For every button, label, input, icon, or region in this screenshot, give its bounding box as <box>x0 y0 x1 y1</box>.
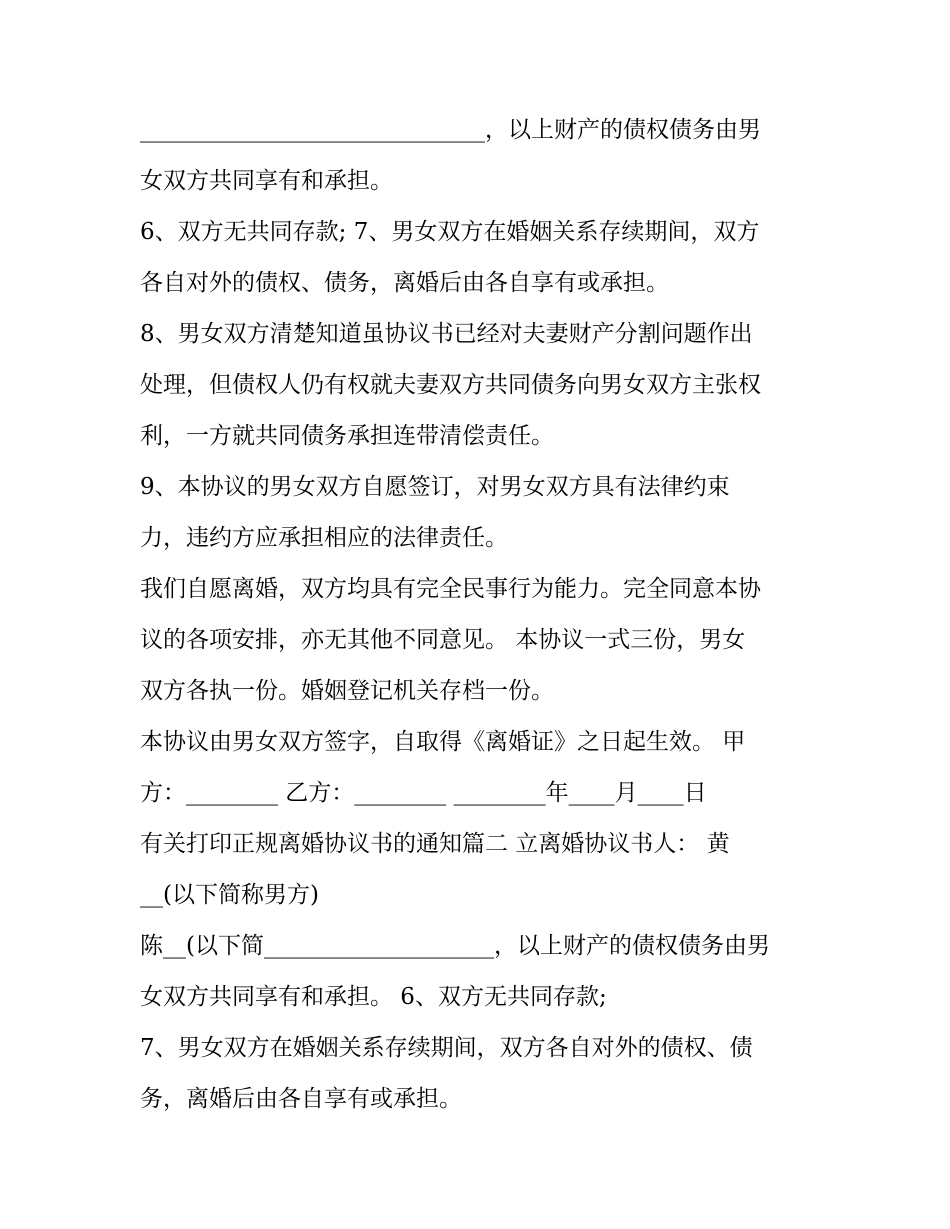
text-line: 陈__(以下简____________________，以上财产的债权债务由男 <box>140 933 770 959</box>
text-line: 处理，但债权人仍有权就夫妻双方共同债务向男女双方主张权 <box>140 372 761 398</box>
text-line: ______________________________，以上财产的债权债务由男 <box>140 117 761 143</box>
text-line: 7、男女双方在婚姻关系存续期间，双方各自对外的债权、债 <box>140 1035 753 1061</box>
text-line: 各自对外的债权、债务，离婚后由各自享有或承担。 <box>140 270 669 296</box>
text-line: 6、双方无共同存款; 7、男女双方在婚姻关系存续期间，双方 <box>140 219 760 245</box>
text-line: 女双方共同享有和承担。 <box>140 168 393 194</box>
text-line: 利，一方就共同债务承担连带清偿责任。 <box>140 423 554 449</box>
text-line: 8、男女双方清楚知道虽协议书已经对夫妻财产分割问题作出 <box>140 321 753 347</box>
text-line: 有关打印正规离婚协议书的通知篇二 立离婚协议书人： 黄 <box>140 831 730 857</box>
text-line: 力，违约方应承担相应的法律责任。 <box>140 525 508 551</box>
text-line: 议的各项安排，亦无其他不同意见。 本协议一式三份，男女 <box>140 627 746 653</box>
text-line: 方：________ 乙方：________ ________年____月____日 <box>140 780 707 806</box>
text-line: 我们自愿离婚，双方均具有完全民事行为能力。完全同意本协 <box>140 576 761 602</box>
text-line: 女双方共同享有和承担。 6、双方无共同存款; <box>140 984 607 1010</box>
text-line: 双方各执一份。婚姻登记机关存档一份。 <box>140 678 554 704</box>
text-line: 9、本协议的男女双方自愿签订，对男女双方具有法律约束 <box>140 474 730 500</box>
text-line: 务，离婚后由各自享有或承担。 <box>140 1086 462 1112</box>
text-line: __(以下简称男方) <box>140 882 319 908</box>
text-line: 本协议由男女双方签字，自取得《离婚证》之日起生效。 甲 <box>140 729 746 755</box>
